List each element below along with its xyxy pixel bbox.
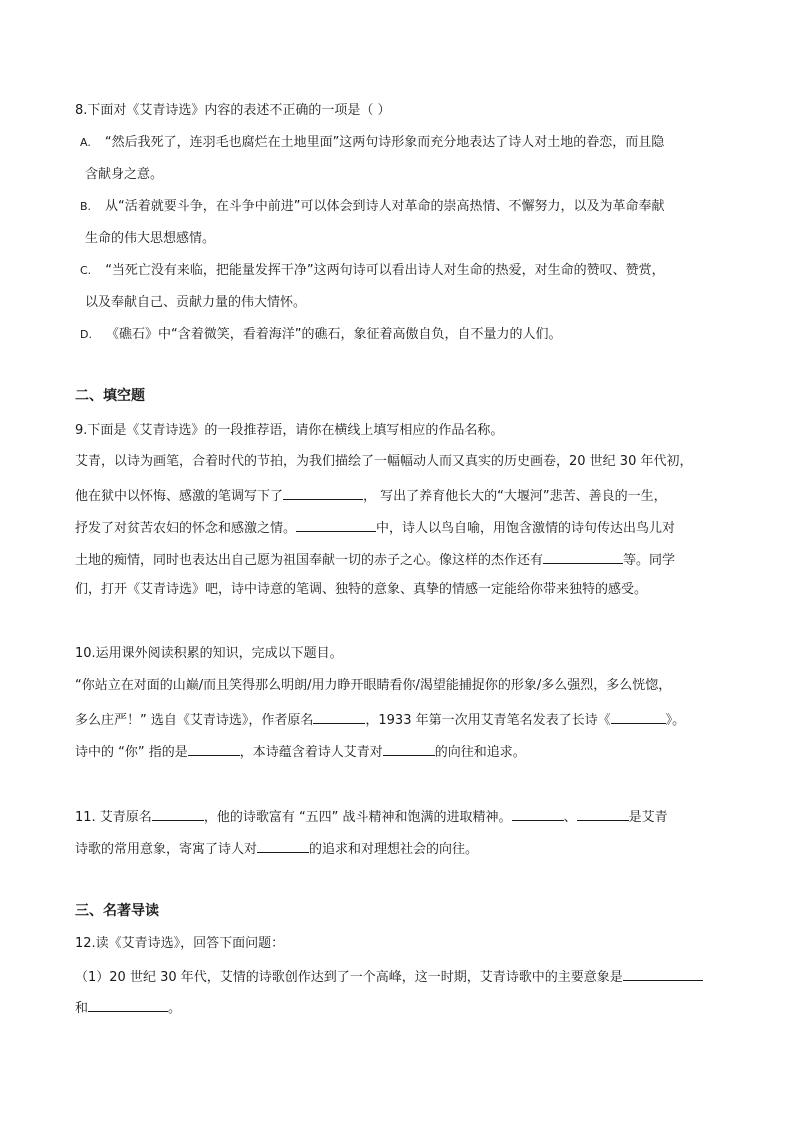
text-segment: ，他的诗歌富有 “五四” 战斗精神和饱满的进取精神。 xyxy=(203,810,512,825)
text-segment: ，1933 年第一次用艾青笔名发表了长诗《 xyxy=(365,713,611,728)
q10-line3 xyxy=(75,743,526,759)
option-label: A. xyxy=(80,136,91,149)
q12-part1-line1 xyxy=(75,968,703,984)
q8-option-a[interactable] xyxy=(80,136,664,149)
text-segment: 的追求和对理想社会的向往。 xyxy=(309,842,479,857)
option-label: D. xyxy=(80,328,92,341)
q8-option-c-cont: 以及奉献自己、贡献力量的伟大情怀。 xyxy=(85,295,307,310)
answer-blank[interactable] xyxy=(383,743,435,756)
text-segment: 诗中的 “你” 指的是 xyxy=(75,745,188,760)
q11-line2 xyxy=(75,840,478,856)
option-text: “当死亡没有来临，把能量发挥干净”这两句诗可以看出诗人对生命的热爱，对生命的赞叹、赞赏， xyxy=(105,263,665,278)
q10-stem: 10.运用课外阅读积累的知识，完成以下题目。 xyxy=(75,646,343,661)
option-text: 《礁石》中“含着微笑，看着海洋”的礁石，象征着高傲自负，自不量力的人们。 xyxy=(105,327,562,342)
text-segment: （1）20 世纪 30 年代，艾情的诗歌创作达到了一个高峰，这一时期，艾青诗歌中的主要意象是 xyxy=(75,970,623,985)
answer-blank[interactable] xyxy=(296,519,376,532)
q9-stem: 9.下面是《艾青诗选》的一段推荐语，请你在横线上填写相应的作品名称。 xyxy=(75,423,504,438)
answer-blank[interactable] xyxy=(543,551,623,564)
answer-blank[interactable] xyxy=(257,840,309,853)
text-segment: 他在狱中以怀悔、感激的笔调写下了 xyxy=(75,489,284,504)
answer-blank[interactable] xyxy=(623,968,703,981)
text-segment: 等。同学 xyxy=(623,553,676,568)
answer-blank[interactable] xyxy=(283,487,363,500)
period: 。 xyxy=(168,1001,182,1016)
q9-paragraph-line2 xyxy=(75,487,667,503)
text-segment: 和 xyxy=(75,1001,89,1016)
section-heading-fill-blank: 二、填空题 xyxy=(75,388,145,404)
text-segment: 、 xyxy=(563,810,577,825)
option-text: 从“活着就要斗争，在斗争中前进”可以体会到诗人对革命的崇高热情、不懈努力，以及为革命奉献 xyxy=(105,199,665,214)
answer-blank[interactable] xyxy=(611,711,666,724)
text-segment: 中，诗人以鸟自喻，用饱含激情的诗句传达出鸟儿对 xyxy=(376,521,676,536)
q8-option-b-cont: 生命的伟大思想感情。 xyxy=(85,231,216,246)
text-segment: 土地的痴情，同时也表达出自己愿为祖国奉献一切的赤子之心。像这样的杰作还有 xyxy=(75,553,544,568)
option-label: C. xyxy=(80,264,92,277)
q8-option-c[interactable] xyxy=(80,264,665,277)
q9-paragraph-line1: 艾青，以诗为画笔，合着时代的节拍，为我们描绘了一幅幅动人而又真实的历史画卷，20 世纪 30 年代初， xyxy=(75,454,693,469)
answer-blank[interactable] xyxy=(512,808,564,821)
q12-stem: 12.读《艾青诗选》，回答下面问题： xyxy=(75,936,285,951)
answer-blank[interactable] xyxy=(188,743,240,756)
section-heading-classics: 三、名著导读 xyxy=(75,903,159,919)
text-segment: ，本诗蕴含着诗人艾青对 xyxy=(239,745,383,760)
q8-option-a-cont: 含献身之意。 xyxy=(85,167,164,182)
q8-option-b[interactable] xyxy=(80,200,665,213)
answer-blank[interactable] xyxy=(152,808,204,821)
answer-blank[interactable] xyxy=(88,999,168,1012)
answer-blank[interactable] xyxy=(577,808,629,821)
text-segment: 多么庄严！” 选自《艾青诗选》，作者原名 xyxy=(75,713,314,728)
q9-paragraph-line4 xyxy=(75,551,675,567)
text-segment: 》。 xyxy=(665,713,686,728)
q8-option-d[interactable] xyxy=(80,328,561,341)
q9-paragraph-line3 xyxy=(75,519,675,535)
text-segment: 抒发了对贫苦农妇的怀念和感激之情。 xyxy=(75,521,297,536)
q9-paragraph-line5: 们，打开《艾青诗选》吧，诗中诗意的笔调、独特的意象、真挚的情感一定能给你带来独特的感受。 xyxy=(75,582,648,597)
q12-part1-line2 xyxy=(75,999,181,1015)
q8-stem: 8.下面对《艾青诗选》内容的表述不正确的一项是（ ） xyxy=(75,103,391,118)
text-segment: 的向往和追求。 xyxy=(434,745,526,760)
q10-quote-line1: “你站立在对面的山巅/而且笑得那么明朗/用力睁开眼睛看你/渴望能捕捉你的形象/多么强烈，多么恍惚， xyxy=(75,678,672,693)
text-segment: 诗歌的常用意象，寄寓了诗人对 xyxy=(75,842,258,857)
option-label: B. xyxy=(80,200,92,213)
text-segment: ， 写出了养育他长大的“大堰河”悲苦、善良的一生， xyxy=(363,489,667,504)
option-text: “然后我死了，连羽毛也腐烂在土地里面”这两句诗形象而充分地表达了诗人对土地的眷恋，而且隐 xyxy=(104,135,665,150)
answer-blank[interactable] xyxy=(313,711,365,724)
q11-line1 xyxy=(75,808,668,824)
q10-quote-line2 xyxy=(75,711,685,727)
text-segment: 是艾青 xyxy=(628,810,668,825)
text-segment: 11. 艾青原名 xyxy=(75,810,152,825)
